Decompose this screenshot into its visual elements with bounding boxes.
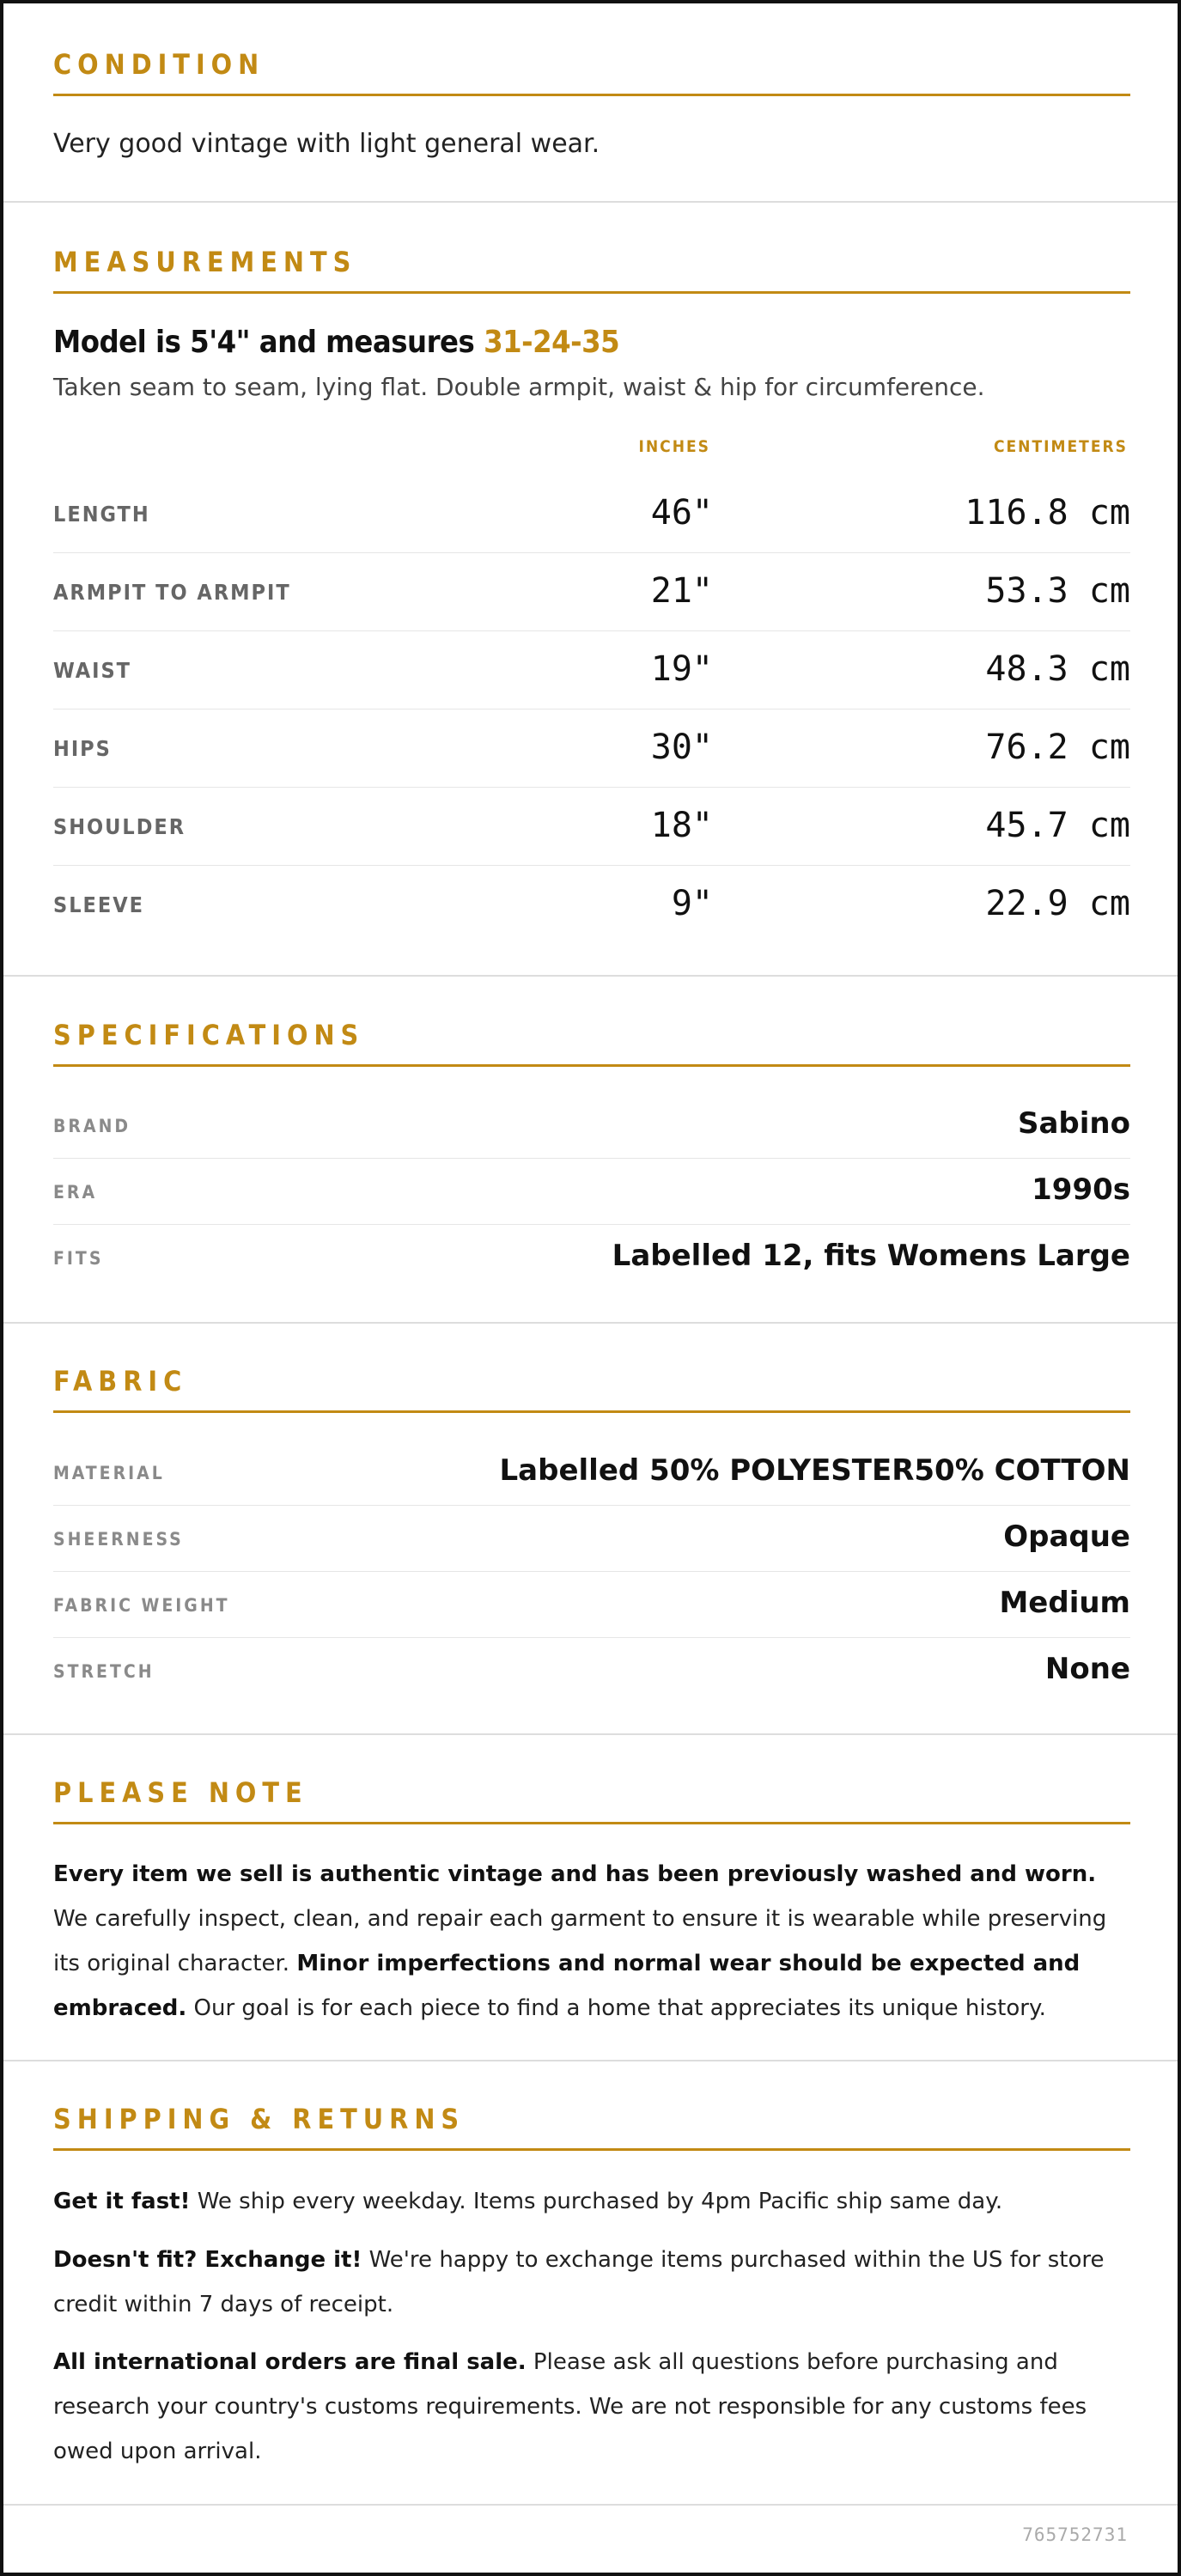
fabric-row xyxy=(53,1638,1130,1704)
fabric-label: STRETCH xyxy=(53,1661,155,1682)
section-divider xyxy=(3,201,1178,203)
spec-label: BRAND xyxy=(53,1116,131,1136)
measurement-inches: 18" xyxy=(650,806,713,845)
measurement-note: Taken seam to seam, lying flat. Double armpit, waist & hip for circumference. xyxy=(53,373,985,401)
measurement-label: ARMPIT TO ARMPIT xyxy=(53,580,291,605)
measurement-label: SLEEVE xyxy=(53,892,145,917)
measurement-row xyxy=(53,476,1130,553)
measurement-inches: 19" xyxy=(650,649,713,689)
measurement-label: LENGTH xyxy=(53,502,150,527)
spec-value: Sabino xyxy=(1018,1106,1130,1141)
spec-row xyxy=(53,1093,1130,1159)
section-divider xyxy=(3,2504,1178,2506)
measurement-row xyxy=(53,710,1130,788)
measurement-cm: 45.7 cm xyxy=(985,806,1130,845)
inches-column-header: INCHES xyxy=(638,437,710,456)
fabric-value: Medium xyxy=(999,1586,1130,1620)
please-note-rule xyxy=(53,1822,1130,1824)
shipping-text-3: Please ask all questions before purchasing and research your country's customs requirements. We are not responsible for any customs fees owed upon arrival. xyxy=(53,2349,1087,2464)
measurement-inches: 21" xyxy=(650,571,713,611)
fabric-heading: FABRIC xyxy=(53,1365,188,1398)
note-text-1: We carefully inspect, clean, and repair each garment to ensure it is wearable while preserving its original character. xyxy=(53,1906,1107,1976)
centimeters-column-header: CENTIMETERS xyxy=(993,437,1128,456)
fabric-label: SHEERNESS xyxy=(53,1529,184,1550)
measurements-heading: MEASUREMENTS xyxy=(53,246,357,278)
row-separator xyxy=(53,787,1130,788)
section-divider xyxy=(3,2060,1178,2061)
fabric-value: Opaque xyxy=(1003,1519,1130,1554)
fabric-value: Labelled 50% POLYESTER50% COTTON xyxy=(499,1453,1130,1488)
spec-value: 1990s xyxy=(1032,1172,1130,1207)
measurement-row xyxy=(53,789,1130,866)
shipping-paragraph-2 xyxy=(53,2238,1130,2327)
measurement-cm: 48.3 cm xyxy=(985,649,1130,689)
spec-label: ERA xyxy=(53,1182,98,1203)
shipping-paragraph-1 xyxy=(53,2179,1130,2224)
section-divider xyxy=(3,1733,1178,1735)
measurement-cm: 76.2 cm xyxy=(985,728,1130,767)
specifications-rule xyxy=(53,1064,1130,1067)
measurement-row xyxy=(53,867,1130,944)
measurement-inches: 30" xyxy=(650,728,713,767)
model-prefix: Model is 5'4" and measures xyxy=(53,325,484,360)
fabric-rule xyxy=(53,1410,1130,1413)
measurement-label: HIPS xyxy=(53,736,112,761)
fabric-value: None xyxy=(1044,1652,1130,1686)
shipping-text-2: We're happy to exchange items purchased within the US for store credit within 7 days of receipt. xyxy=(53,2247,1105,2317)
please-note-text xyxy=(53,1852,1130,2031)
spec-value: Labelled 12, fits Womens Large xyxy=(612,1239,1130,1273)
measurement-cm: 22.9 cm xyxy=(985,884,1130,923)
shipping-bold-3: All international orders are final sale. xyxy=(53,2349,527,2375)
measurement-cm: 116.8 cm xyxy=(965,493,1130,533)
specifications-heading: SPECIFICATIONS xyxy=(53,1019,365,1051)
fabric-row xyxy=(53,1506,1130,1572)
fabric-label: MATERIAL xyxy=(53,1463,165,1483)
measurement-label: SHOULDER xyxy=(53,814,186,839)
section-divider xyxy=(3,1322,1178,1324)
note-bold-2: Minor imperfections and normal wear should be expected and embraced. xyxy=(53,1951,1081,2021)
measurement-label: WAIST xyxy=(53,658,132,683)
condition-heading: CONDITION xyxy=(53,48,265,81)
shipping-text-1: We ship every weekday. Items purchased by 4pm Pacific ship same day. xyxy=(190,2189,1003,2214)
measurement-row xyxy=(53,632,1130,709)
row-separator xyxy=(53,630,1130,631)
note-bold-1: Every item we sell is authentic vintage and has been previously washed and worn. xyxy=(53,1861,1097,1887)
shipping-bold-2: Doesn't fit? Exchange it! xyxy=(53,2247,362,2273)
fabric-row xyxy=(53,1440,1130,1506)
spec-row xyxy=(53,1159,1130,1225)
shipping-bold-1: Get it fast! xyxy=(53,2189,191,2214)
shipping-paragraph-3 xyxy=(53,2340,1130,2474)
row-separator xyxy=(53,865,1130,866)
shipping-rule xyxy=(53,2148,1130,2151)
please-note-heading: PLEASE NOTE xyxy=(53,1776,308,1809)
measurements-rule xyxy=(53,291,1130,294)
section-divider xyxy=(3,975,1178,977)
measurement-cm: 53.3 cm xyxy=(985,571,1130,611)
spec-row xyxy=(53,1225,1130,1291)
condition-text: Very good vintage with light general wear. xyxy=(53,129,600,159)
shipping-heading: SHIPPING & RETURNS xyxy=(53,2103,466,2135)
measurement-inches: 9" xyxy=(671,884,713,923)
spec-label: FITS xyxy=(53,1248,104,1269)
row-separator xyxy=(53,552,1130,553)
model-measurements xyxy=(53,325,619,360)
model-measures-value: 31-24-35 xyxy=(484,325,620,360)
condition-rule xyxy=(53,94,1130,96)
fabric-label: FABRIC WEIGHT xyxy=(53,1595,230,1616)
note-text-2: Our goal is for each piece to find a home that appreciates its unique history. xyxy=(186,1995,1046,2021)
fabric-row xyxy=(53,1572,1130,1638)
measurement-inches: 46" xyxy=(650,493,713,533)
measurement-row xyxy=(53,554,1130,631)
product-id: 765752731 xyxy=(1022,2524,1128,2545)
